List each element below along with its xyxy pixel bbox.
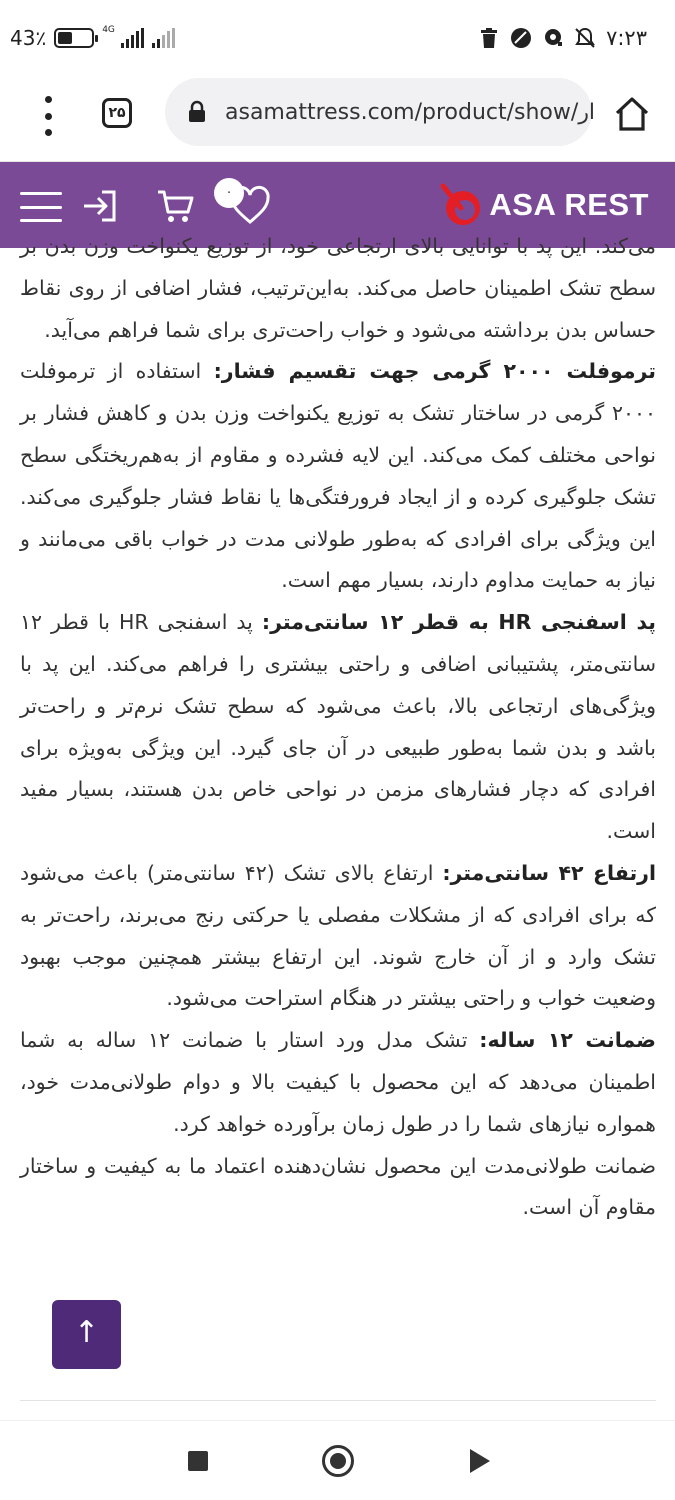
home-icon[interactable] bbox=[612, 94, 652, 134]
login-icon[interactable] bbox=[80, 184, 124, 228]
feature-title: ارتفاع ۴۲ سانتی‌متر: bbox=[442, 860, 657, 885]
feature-title: ترموفلت ۲۰۰۰ گرمی جهت تقسیم فشار: bbox=[213, 359, 657, 384]
tab-switcher-button[interactable]: ۲۵ bbox=[102, 98, 132, 128]
battery-icon bbox=[54, 28, 94, 48]
feature-body: ارتفاع بالای تشک (۴۲ سانتی‌متر) باعث می‌شود که برای افرادی که از مشکلات مفصلی یا حرکتی رنج می‌برند، راحت‌تر به تشک وارد و از آن خارج شوند. این ارتفاع بیشتر همچنین موجب بهبود وضعیت خواب و راحتی بیشتر در هنگام استراحت می‌شود. bbox=[20, 860, 656, 1011]
trash-icon bbox=[478, 27, 500, 49]
signal-secondary-icon bbox=[152, 28, 175, 48]
feature-warranty bbox=[20, 1020, 656, 1145]
hamburger-menu-icon[interactable] bbox=[20, 192, 62, 222]
feature-body: پد اسفنجی HR با قطر ۱۲ سانتی‌متر، پشتیبانی اضافی و راحتی بیشتری را فراهم می‌کند. این پد با ویژگی‌های ارتجاعی بالا، باعث می‌شود که سطح تشک نرم‌تر و راحت‌تر باشد و بدن شما به‌طور طبیعی در آن جای گیرد. این ویژگی به‌ویژه برای افرادی که دچار فشارهای مزمن در نواحی خاص بدن هستند، بسیار مفید است. bbox=[20, 610, 656, 844]
feature-body: استفاده از ترموفلت ۲۰۰۰ گرمی در ساختار تشک به توزیع یکنواخت وزن بدن و کاهش فشار بر نواحی مختلف کمک می‌کند. این لایه فشرده و مقاوم از به‌هم‌ریختگی سطح تشک جلوگیری کرده و از ایجاد فرورفتگی‌ها یا نقاط فشار جلوگیری می‌کند. این ویژگی برای افرادی که به‌طور طولانی مدت در خواب باقی می‌مانند و نیاز به حمایت مداوم دارند، بسیار مهم است. bbox=[20, 359, 656, 593]
browser-toolbar bbox=[0, 78, 675, 162]
wishlist-count-badge: ۰ bbox=[214, 178, 244, 208]
status-left bbox=[10, 26, 175, 50]
battery-percent: 43٪ bbox=[10, 26, 47, 50]
content-divider bbox=[20, 1400, 656, 1401]
feature-thermofelt bbox=[20, 351, 656, 602]
status-bar bbox=[0, 0, 675, 78]
signal-icon bbox=[121, 28, 144, 48]
back-square-icon[interactable] bbox=[188, 1451, 208, 1471]
muted-bell-icon bbox=[574, 27, 596, 49]
description-closing: ضمانت طولانی‌مدت این محصول نشان‌دهنده اعتماد ما به کیفیت و ساختار مقاوم آن است. bbox=[20, 1153, 656, 1220]
feature-title: ضمانت ۱۲ ساله: bbox=[479, 1028, 656, 1053]
description-paragraph: می‌کند. این پد با توانایی بالای ارتجاعی خود، از توزیع یکنواخت وزن بدن بر سطح تشک اطمینان حاصل می‌کند. به‌این‌ترتیب، فشار اضافی از روی نقاط حساس بدن برداشته می‌شود و خواب راحت‌تری برای شما فراهم می‌آید. bbox=[20, 234, 656, 342]
chat-bubble-icon bbox=[542, 27, 564, 49]
url-text: asamattress.com/product/show/ار bbox=[225, 99, 596, 125]
scroll-to-top-button[interactable]: ↑ bbox=[52, 1300, 121, 1369]
system-nav-bar bbox=[0, 1420, 675, 1500]
cart-icon[interactable] bbox=[154, 184, 198, 228]
address-bar[interactable] bbox=[165, 78, 596, 146]
clock: ۷:۲۳ bbox=[606, 26, 647, 50]
brand-logo-mark bbox=[439, 180, 483, 230]
kebab-menu-icon[interactable] bbox=[38, 96, 58, 136]
battery-level bbox=[58, 32, 71, 44]
status-right bbox=[478, 26, 647, 50]
feature-height bbox=[20, 853, 656, 1020]
lock-icon bbox=[187, 101, 207, 123]
home-circle-icon[interactable] bbox=[322, 1445, 354, 1477]
product-description bbox=[20, 234, 657, 1400]
network-type: 4G bbox=[102, 25, 115, 35]
feature-title: پد اسفنجی HR به قطر ۱۲ سانتی‌متر: bbox=[261, 610, 657, 635]
brand-name: ASA REST bbox=[489, 187, 649, 222]
feature-body: تشک مدل ورد استار با ضمانت ۱۲ ساله به شما اطمینان می‌دهد که این محصول با کیفیت بالا و دوام طولانی‌مدت خود، همواره نیازهای شما را در طول زمان برآورده خواهد کرد. bbox=[20, 1028, 656, 1136]
brand-logo[interactable] bbox=[439, 180, 649, 230]
feature-hr-foam bbox=[20, 602, 656, 853]
recents-triangle-icon[interactable] bbox=[470, 1449, 490, 1473]
data-saver-icon bbox=[510, 27, 532, 49]
